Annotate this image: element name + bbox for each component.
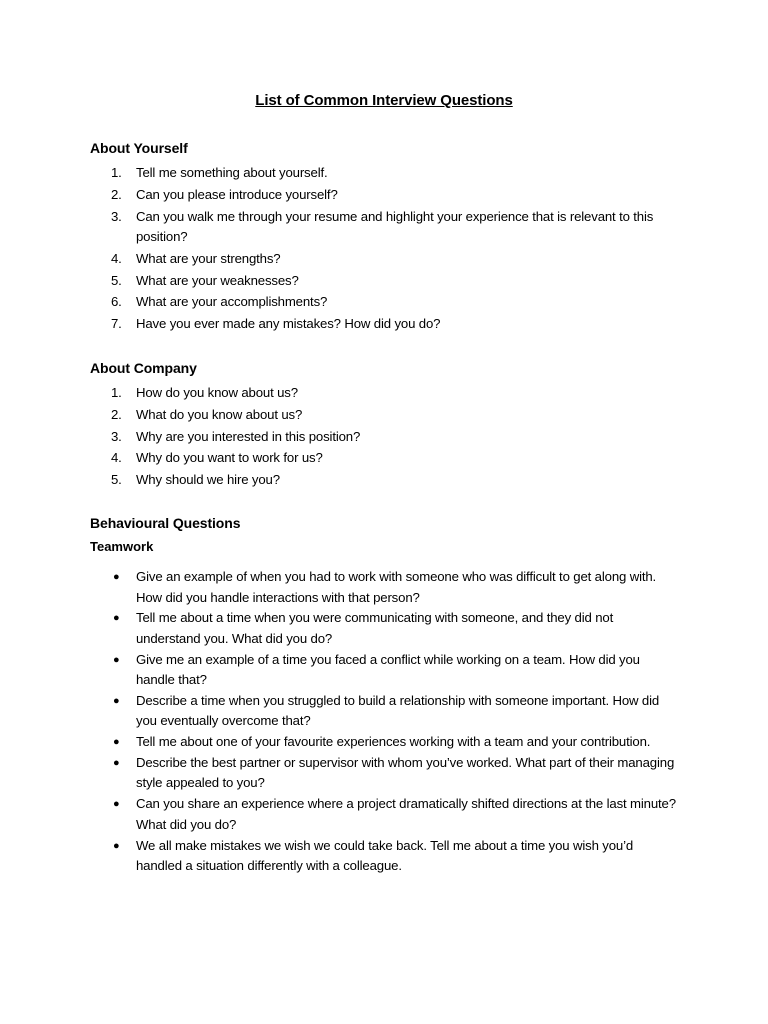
list-number: 2. bbox=[111, 406, 122, 422]
list-item bbox=[0, 794, 768, 835]
list-item bbox=[0, 314, 768, 335]
list-item bbox=[0, 732, 768, 753]
question-text: Tell me about one of your favourite experiences working with a team and your contribution. bbox=[136, 734, 651, 750]
question-text: Describe the best partner or supervisor with whom you’ve worked. What part of their managing style appealed to you? bbox=[136, 754, 675, 791]
list-item bbox=[0, 470, 768, 491]
question-text: Have you ever made any mistakes? How did you do? bbox=[136, 316, 441, 332]
list-number: 1. bbox=[111, 385, 122, 400]
bullet-icon: ● bbox=[113, 736, 120, 749]
question-text: Can you please introduce yourself? bbox=[136, 186, 338, 202]
question-text: Give me an example of a time you faced a conflict while working on a team. How did you handle that? bbox=[136, 651, 640, 688]
question-text: What are your strengths? bbox=[136, 250, 281, 266]
bullet-icon: ● bbox=[113, 571, 120, 583]
list-number: 3. bbox=[111, 428, 122, 444]
question-text: Why should we hire you? bbox=[136, 472, 280, 488]
list-number: 6. bbox=[111, 294, 122, 310]
list-item bbox=[0, 249, 768, 270]
question-text: How do you know about us? bbox=[136, 385, 298, 400]
list-number: 4. bbox=[111, 450, 122, 466]
list-item bbox=[0, 448, 768, 469]
about-company-list bbox=[0, 383, 768, 492]
list-item bbox=[0, 271, 768, 292]
question-text: What do you know about us? bbox=[136, 406, 303, 422]
question-text: Why are you interested in this position? bbox=[136, 428, 361, 444]
bullet-icon: ● bbox=[113, 694, 120, 707]
list-item bbox=[0, 405, 768, 426]
sub-heading-teamwork: Teamwork bbox=[90, 539, 154, 554]
about-yourself-list bbox=[0, 163, 768, 336]
question-text: Can you share an experience where a project dramatically shifted directions at the last minute? What did you do? bbox=[136, 796, 676, 832]
list-number: 2. bbox=[111, 186, 122, 202]
list-item bbox=[0, 836, 768, 877]
list-item bbox=[0, 650, 768, 691]
list-item bbox=[0, 753, 768, 794]
list-item bbox=[0, 608, 768, 649]
question-text: What are your weaknesses? bbox=[136, 272, 299, 288]
question-text: Tell me about a time when you were communicating with someone, and they did not understand you. What did you do? bbox=[136, 610, 614, 646]
list-number: 7. bbox=[111, 316, 122, 332]
teamwork-list bbox=[0, 567, 768, 877]
list-item bbox=[0, 163, 768, 184]
list-item bbox=[0, 207, 768, 248]
question-text: Why do you want to work for us? bbox=[136, 450, 323, 466]
list-number: 4. bbox=[111, 250, 122, 266]
list-number: 1. bbox=[111, 165, 122, 180]
section-heading-about-company: About Company bbox=[90, 360, 197, 376]
page-title: List of Common Interview Questions bbox=[255, 92, 513, 109]
bullet-icon: ● bbox=[113, 653, 120, 666]
question-text: Can you walk me through your resume and highlight your experience that is relevant to this position? bbox=[136, 208, 654, 245]
question-text: Describe a time when you struggled to build a relationship with someone important. How did you eventually overcome that? bbox=[136, 692, 660, 729]
section-heading-behavioural: Behavioural Questions bbox=[90, 515, 241, 531]
list-item bbox=[0, 427, 768, 448]
section-heading-about-yourself: About Yourself bbox=[90, 140, 188, 156]
list-item bbox=[0, 567, 768, 608]
question-text: What are your accomplishments? bbox=[136, 294, 328, 310]
list-item bbox=[0, 292, 768, 313]
bullet-icon: ● bbox=[113, 839, 120, 852]
question-text: We all make mistakes we wish we could take back. Tell me about a time you wish you’d handled a situation differently with a colleague. bbox=[136, 837, 634, 874]
list-number: 3. bbox=[111, 208, 122, 224]
list-item bbox=[0, 185, 768, 206]
question-text: Give an example of when you had to work with someone who was difficult to get along with. How did you handle interactions with that person? bbox=[136, 569, 657, 605]
list-item bbox=[0, 691, 768, 732]
list-item bbox=[0, 383, 768, 404]
bullet-icon: ● bbox=[113, 756, 120, 769]
bullet-icon: ● bbox=[113, 612, 120, 625]
bullet-icon: ● bbox=[113, 798, 120, 811]
list-number: 5. bbox=[111, 272, 122, 288]
list-number: 5. bbox=[111, 472, 122, 488]
question-text: Tell me something about yourself. bbox=[136, 165, 328, 180]
